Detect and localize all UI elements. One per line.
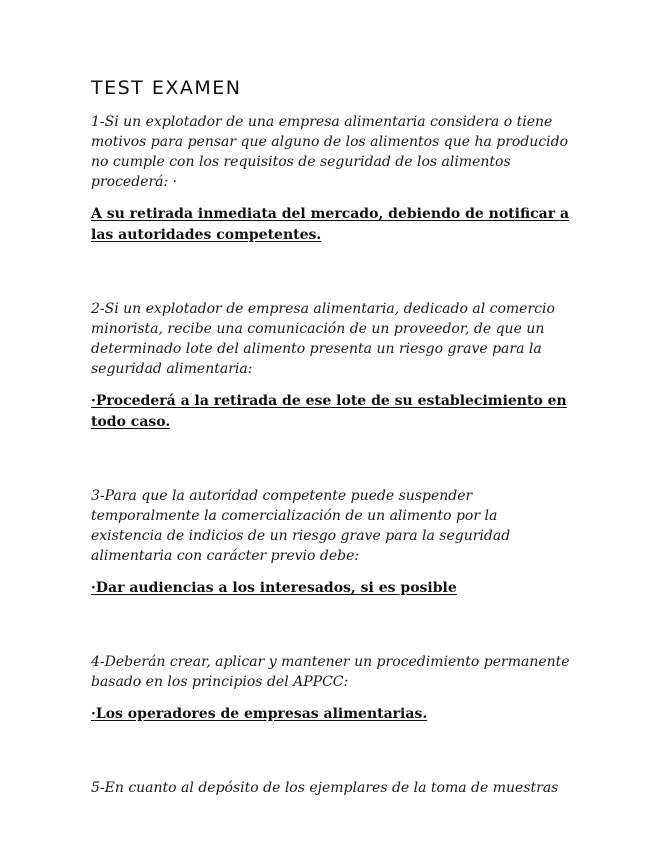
spacer — [91, 725, 571, 778]
question-text: 2-Si un explotador de empresa alimentaria, dedicado al comercio minorista, recibe una comunicación de un proveedor, de que un determinado lote del alimento presenta un riesgo grave para la seguridad alimentaria: — [91, 301, 555, 377]
document-content — [91, 76, 571, 810]
spacer — [91, 433, 571, 486]
document-title: TEST EXAMEN — [91, 77, 242, 99]
question-text: 5-En cuanto al depósito de los ejemplares de la toma de muestras — [91, 780, 559, 796]
spacer — [91, 599, 571, 652]
answer-text: ·Procederá a la retirada de ese lote de su establecimiento en todo caso. — [91, 393, 567, 430]
answer-text: ·Los operadores de empresas alimentarias. — [91, 706, 428, 722]
answer-text: ·Dar audiencias a los interesados, si es posible — [91, 580, 457, 596]
question-text: 3-Para que la autoridad competente puede suspender temporalmente la comercialización de un alimento por la existencia de indicios de un riesgo grave para la seguridad alimentaria con carácter previo debe: — [91, 488, 511, 564]
question-text: 4-Deberán crear, aplicar y mantener un procedimiento permanente basado en los principios del APPCC: — [91, 654, 570, 690]
question-block-4 — [91, 652, 571, 725]
question-text: 1-Si un explotador de una empresa alimentaria considera o tiene motivos para pensar que alguno de los alimentos que ha producido no cumple con los requisitos de seguridad de los alimentos procederá: · — [91, 114, 569, 190]
question-block-3 — [91, 486, 571, 599]
question-block-1 — [91, 112, 571, 246]
question-block-5 — [91, 778, 571, 798]
spacer — [91, 246, 571, 299]
answer-text: A su retirada inmediata del mercado, debiendo de notificar a las autoridades competentes. — [91, 206, 570, 243]
question-block-2 — [91, 299, 571, 433]
